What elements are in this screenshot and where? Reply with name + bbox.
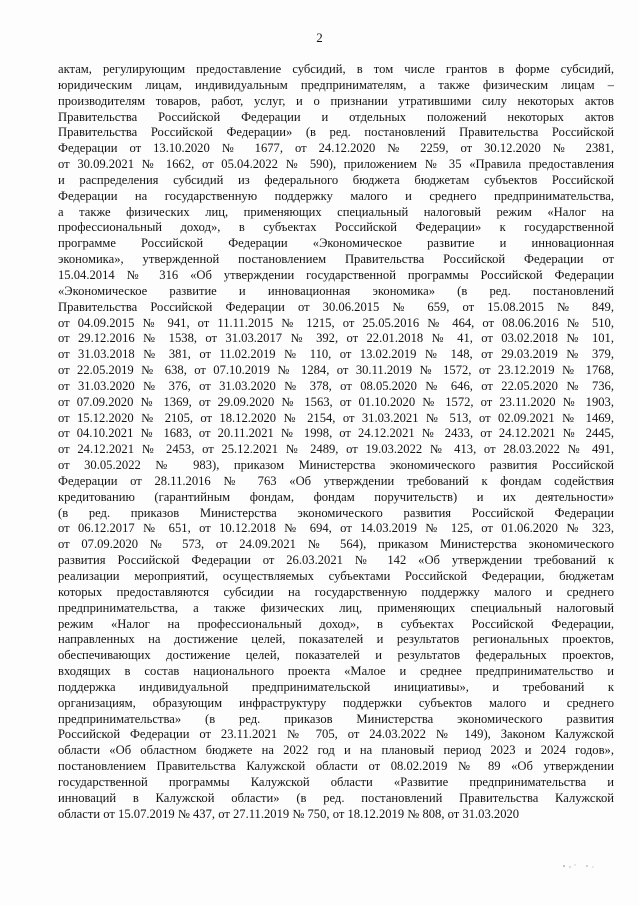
text-line: организациям, образующим инфраструктуру поддержки субъектов малого и среднего <box>58 695 614 710</box>
text-line: от 24.12.2021 № 2453, от 25.12.2021 № 2489, от 19.03.2022 № 413, от 28.03.2022 № 491, <box>58 442 614 457</box>
text-line: от 04.10.2021 № 1683, от 20.11.2021 № 1998, от 24.12.2021 № 2433, от 24.12.2021 № 2445, <box>58 426 614 441</box>
text-line: области от 15.07.2019 № 437, от 27.11.2019 № 750, от 18.12.2019 № 808, от 31.03.2020 <box>58 806 520 821</box>
scan-speck-marks <box>560 862 600 870</box>
text-line: от 07.09.2020 № 573, от 24.09.2021 № 564), приказом Министерства экономического <box>58 537 614 552</box>
text-line: от 15.12.2020 № 2105, от 18.12.2020 № 2154, от 31.03.2021 № 513, от 02.09.2021 № 1469, <box>58 410 614 425</box>
text-line: области «Об областном бюджете на 2022 год и на плановый период 2023 и 2024 годов», <box>58 743 614 758</box>
text-line: (в ред. приказов Министерства экономического развития Российской Федерации <box>58 505 614 520</box>
text-line: Российской Федерации от 23.11.2021 № 705, от 24.03.2022 № 149), Законом Калужской <box>58 727 614 742</box>
text-line: обеспечивающих достижение целей, показателей и результатов федеральных проектов, <box>58 648 614 663</box>
text-line: кредитованию (гарантийным фондам, фондам поручительств) и их деятельности» <box>58 489 614 504</box>
text-line: Правительства Российской Федерации от 30.06.2015 № 659, от 15.08.2015 № 849, <box>58 299 614 314</box>
text-line: актам, регулирующим предоставление субсидий, в том числе грантов в форме субсидий, <box>58 62 614 76</box>
text-line: от 07.09.2020 № 1369, от 29.09.2020 № 1563, от 01.10.2020 № 1572, от 23.11.2020 № 1903, <box>58 394 614 409</box>
text-line: развития Российской Федерации от 26.03.2021 № 142 «Об утверждении требований к <box>58 553 614 568</box>
text-line: реализации мероприятий, осуществляемых субъектами Российской Федерации, бюджетам <box>58 569 614 583</box>
text-line: «Экономическое развитие и инновационная экономика» (в ред. постановлений <box>58 283 614 298</box>
text-line: от 22.05.2019 № 638, от 07.10.2019 № 1284, от 30.11.2019 № 1572, от 23.12.2019 № 1768, <box>58 363 614 378</box>
text-line: 15.04.2014 № 316 «Об утверждении государственной программы Российской Федерации <box>58 267 614 282</box>
text-line: предпринимательства, а также физических лиц, применяющих специальный налоговый <box>58 600 614 615</box>
text-line: инноваций в Калужской области» (в ред. постановлений Правительства Калужской <box>58 790 614 805</box>
body-text <box>58 62 614 823</box>
text-line: от 30.05.2022 № 983), приказом Министерства экономического развития Российской <box>58 458 614 473</box>
text-line: режим «Налог на профессиональный доход», в субъектах Российской Федерации, <box>58 616 614 631</box>
text-line: экономика», утвержденной постановлением Правительства Российской Федерации от <box>58 252 614 267</box>
text-line: профессиональный доход», в субъектах Российской Федерации» к государственной <box>58 220 614 235</box>
text-line: Правительства Российской Федерации и отдельных положений некоторых актов <box>58 109 614 124</box>
text-line: предпринимательства» (в ред. приказов Министерства экономического развития <box>58 711 614 726</box>
text-line: от 04.09.2015 № 941, от 11.11.2015 № 1215, от 25.05.2016 № 464, от 08.06.2016 № 510, <box>58 315 614 330</box>
text-line: от 06.12.2017 № 651, от 10.12.2018 № 694, от 14.03.2019 № 125, от 01.06.2020 № 323, <box>58 521 614 536</box>
text-line: Правительства Российской Федерации» (в ред. постановлений Правительства Российской <box>58 125 614 140</box>
text-line: от 30.09.2021 № 1662, от 05.04.2022 № 590), приложением № 35 «Правила предоставления <box>58 157 614 172</box>
text-line: а также физических лиц, применяющих специальный налоговый режим «Налог на <box>58 204 614 219</box>
text-line: от 31.03.2018 № 381, от 11.02.2019 № 110, от 13.02.2019 № 148, от 29.03.2019 № 379, <box>58 347 614 362</box>
text-line: поддержка индивидуальной предпринимательской инициативы», и требований к <box>58 679 614 694</box>
text-line: государственной программы Калужской области «Развитие предпринимательства и <box>58 774 614 789</box>
text-line: юридическим лицам, индивидуальным предпринимателям, а также физическим лицам – <box>58 77 614 92</box>
page-number: 2 <box>316 30 323 45</box>
text-line: Федерации от 13.10.2020 № 1677, от 24.12.2020 № 2259, от 30.12.2020 № 2381, <box>58 141 614 156</box>
text-line: направленных на достижение целей, показателей и результатов региональных проектов, <box>58 632 614 647</box>
text-line: программе Российской Федерации «Экономическое развитие и инновационная <box>58 236 614 251</box>
text-line: Федерации на государственную поддержку малого и среднего предпринимательства, <box>58 188 614 203</box>
text-line: от 31.03.2020 № 376, от 31.03.2020 № 378, от 08.05.2020 № 646, от 22.05.2020 № 736, <box>58 378 614 393</box>
text-line: производителям товаров, работ, услуг, и о признании утратившими силу некоторых актов <box>58 93 614 108</box>
text-line: от 29.12.2016 № 1538, от 31.03.2017 № 392, от 22.01.2018 № 41, от 03.02.2018 № 101, <box>58 331 614 346</box>
text-line: входящих в состав национального проекта «Малое и среднее предпринимательство и <box>58 664 614 679</box>
text-line: постановлением Правительства Калужской области от 08.02.2019 № 89 «Об утверждении <box>58 759 614 774</box>
text-line: Федерации от 28.11.2016 № 763 «Об утверждении требований к фондам содействия <box>58 473 614 488</box>
text-line: и распределения субсидий из федерального бюджета бюджетам субъектов Российской <box>58 172 614 187</box>
text-line: которых предоставляются субсидии на государственную поддержку малого и среднего <box>58 584 614 599</box>
